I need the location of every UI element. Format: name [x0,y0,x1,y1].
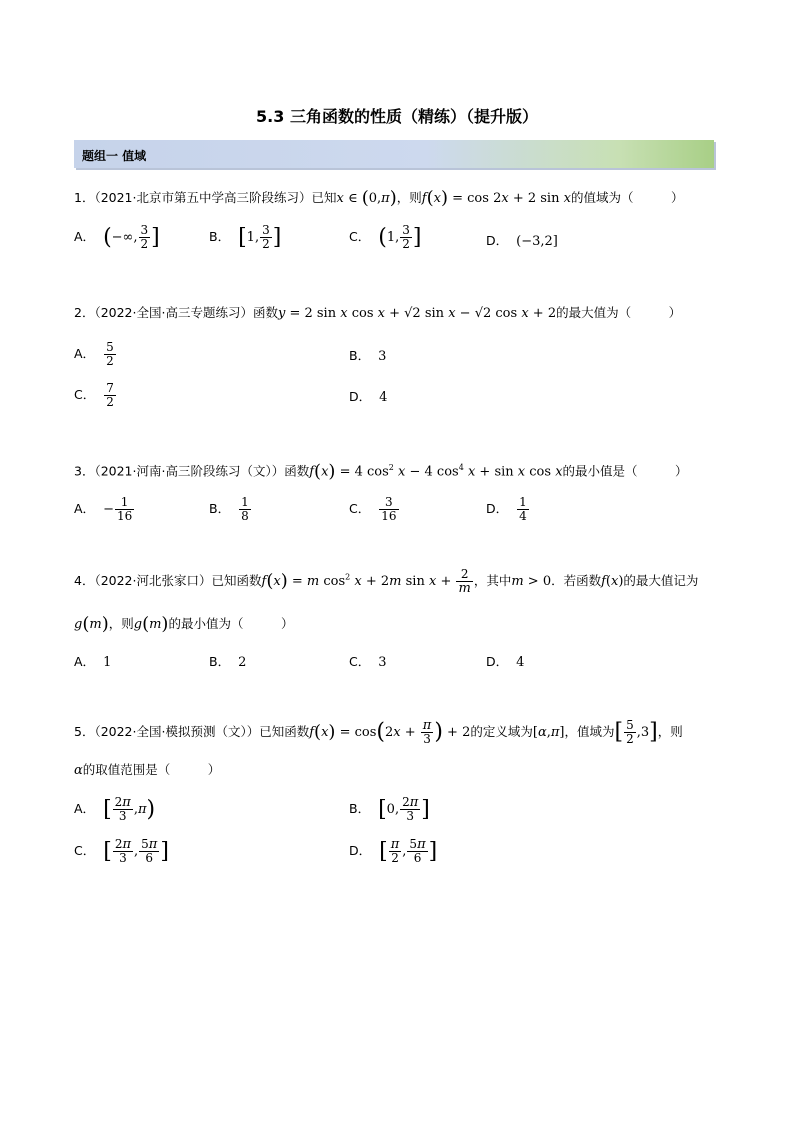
question-5-line-2: α的取值范围是（ ） [74,762,221,778]
q1-option-b[interactable]: B． [1, $\frac{3}{2}$ ] [209,223,282,251]
q4-option-a[interactable]: A． 1 [74,654,112,670]
section-header [74,140,714,168]
q2-option-c[interactable]: C． $\frac{7}{2}$ [74,381,114,409]
question-3: 3．（2021·河南·高三阶段练习（文））函数f(x) = 4 $\cos^2 x - 4$ $\cos^4 x + \sin x$ cos x的最小值是（ ） [74,460,688,482]
question-4-line-2: g(m)，则g(m)的最小值为（ ） [74,613,294,635]
q5-option-a[interactable]: A． [ $\frac{2\pi}{3}$ ,π) [74,795,156,823]
q3-option-a[interactable]: A． − $\frac{1}{16}$ [74,495,133,523]
q2-option-a[interactable]: A． $\frac{5}{2}$ [74,340,114,368]
q4-option-c[interactable]: C． 3 [349,654,387,670]
q3-option-b[interactable]: B． $\frac{1}{8}$ [209,495,249,523]
q1-option-d[interactable]: D． (−3,2] [486,233,558,249]
q2-option-b[interactable]: B． 3 [349,348,387,364]
question-2: 2．（2022·全国·高三专题练习）函数y = 2 sin x cos x + √2 sin x − √2 cos x + 2的最大值为（ ） [74,305,682,321]
q5-option-c[interactable]: C． [ $\frac{2\pi}{3}$ , $\frac{5\pi}{6}$ ] [74,837,169,865]
question-4-line-1: 4．（2022·河北张家口）已知函数f(x) = m $\cos^2 x + 2m$ sin x + $\frac{2}{m}$ ，其中m > 0．若函数f(x)的最大值记为 [74,567,699,596]
q4-option-d[interactable]: D． 4 [486,654,525,670]
q3-option-c[interactable]: C． $\frac{3}{16}$ [349,495,397,523]
q5-option-b[interactable]: B． [0, $\frac{2\pi}{3}$ ] [349,795,430,823]
q2-option-d[interactable]: D． 4 [349,389,388,405]
q4-option-b[interactable]: B． 2 [209,654,247,670]
question-5-line-1: 5．（2022·全国·模拟预测（文））已知函数f(x) = cos(2x + $\frac{\pi}{3}$ ) + 2的定义域为[α,π]，值域为[ $\frac{5}{2}$ ,3]，则 [74,718,683,746]
section-label: 题组一 值域 [82,149,147,163]
page-title: 5.3 三角函数的性质（精练）（提升版） [256,107,538,126]
q3-option-d[interactable]: D． $\frac{1}{4}$ [486,495,527,523]
q1-option-a[interactable]: A． (−∞, $\frac{3}{2}$ ] [74,223,160,251]
q5-option-d[interactable]: D． [ $\frac{\pi}{2}$ , $\frac{5\pi}{6}$ ] [349,837,438,865]
q1-option-c[interactable]: C． (1, $\frac{3}{2}$ ] [349,223,422,251]
question-1: 1．（2021·北京市第五中学高三阶段练习）已知x ∈ (0,π)，则f(x) = cos 2x + 2 sin x的值域为（ ） [74,187,684,209]
